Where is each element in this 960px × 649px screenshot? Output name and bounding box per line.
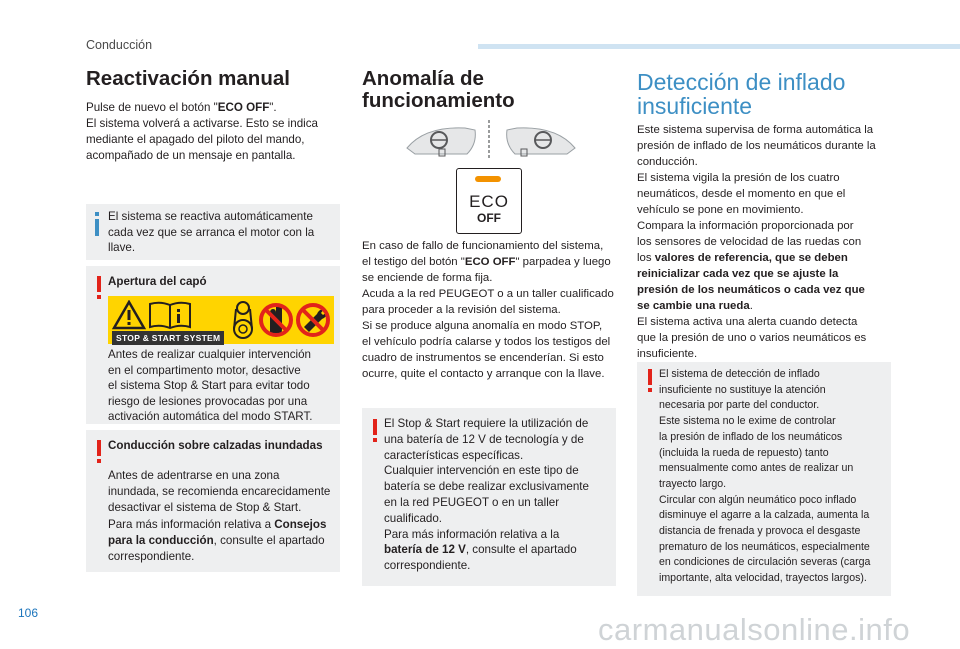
warning-icon bbox=[93, 440, 105, 464]
section-label: Conducción bbox=[86, 38, 153, 52]
malfunction-title: Anomalía de funcionamiento bbox=[362, 67, 515, 112]
underinflation-warning-box: El sistema de detección de inflado insuficiente no sustituye la atención necesaria por parte del conductor. Este sistema no le exime de controlar la presión de inflado de los neumáticos (incluida la rueda de repuesto) tanto mensualmente como antes de realizar un trayecto largo. Circular con algún neumático poco inflado disminuye el agarre a la calzada, aumenta la distancia de frenada y provoca el desgaste prematuro de los neumáticos, especialmente en condiciones de circulación severas (carga importante, alta velocidad, trayectos largos). bbox=[637, 362, 891, 596]
flood-warning-title: Conducción sobre calzadas inundadas bbox=[108, 439, 323, 452]
battery-warning-box: El Stop & Start requiere la utilización de una batería de 12 V de tecnología y de características específicas. Cualquier intervención en este tipo de batería se debe realizar exclusivamente en la red PEUGEOT o en un taller cualificado. Para más información relativa a la batería de 12 V, consulte el apartado correspondiente. bbox=[362, 408, 616, 586]
off-label: OFF bbox=[477, 211, 501, 225]
eco-label: ECO bbox=[469, 192, 509, 211]
bonnet-warning-title: Apertura del capó bbox=[108, 275, 207, 288]
warning-icon bbox=[93, 276, 105, 300]
dashboard-illustration bbox=[405, 118, 577, 162]
underinflation-paragraph: Este sistema supervisa de forma automática la presión de inflado de los neumáticos durante la conducción. El sistema vigila la presión de los cuatro neumáticos, desde el momento en que el vehículo se pone en movimiento. Compara la información proporcionada por los sensores de velocidad de las ruedas con los valores de referencia, que se deben reinicializar cada vez que se ajuste la presión de los neumáticos o cada vez que se cambie una rueda. El sistema activa una alerta cuando detecta que la presión de uno o varios neumáticos es insuficiente. bbox=[637, 124, 876, 360]
no-hand-icon bbox=[258, 299, 294, 341]
bonnet-warning-box: Apertura del capó STOP & START SYSTEM Antes de realizar cualquier intervención en el compartimento motor, desactive el sistema Stop & Start para evitar todo riesgo de lesiones provocadas por una activación automática del modo START. bbox=[86, 266, 340, 424]
stop-start-warning-pictograms bbox=[108, 296, 334, 344]
caution-triangle-icon bbox=[112, 300, 146, 330]
stop-start-system-label: STOP & START SYSTEM bbox=[112, 331, 224, 345]
malfunction-paragraph: En caso de fallo de funcionamiento del sistema, el testigo del botón "ECO OFF" parpadea y luego se enciende de forma fija. Acuda a la red PEUGEOT o a un taller cualificado para proceder a la revisión del sistema. Si se produce alguna anomalía en modo STOP, el vehículo podría calarse y todos los testigos del cuadro de instrumentos se encenderían. Si esto ocurre, quite el contacto y arranque con la llave. bbox=[362, 240, 614, 380]
page-number: 106 bbox=[18, 606, 39, 620]
drive-belt-icon bbox=[230, 299, 256, 341]
flood-warning-box: Conducción sobre calzadas inundadas Antes de adentrarse en una zona inundada, se recomienda encarecidamente desactivar el sistema de Stop & Start. Para más información relativa a Consejos para la conducción, consulte el apartado correspondiente. bbox=[86, 430, 340, 572]
watermark: carmanualsonline.info bbox=[598, 612, 911, 647]
eco-off-indicator-lamp bbox=[475, 176, 501, 182]
eco-off-button-illustration bbox=[456, 168, 522, 234]
header-bar bbox=[478, 44, 960, 49]
manual-book-icon bbox=[148, 300, 192, 330]
info-icon bbox=[88, 210, 106, 238]
underinflation-title: Detección de inflado insuficiente bbox=[637, 69, 846, 119]
reactivation-paragraph: Pulse de nuevo el botón "ECO OFF". El sistema volverá a activarse. Esto se indica mediante el apagado del piloto del mando, acompañado de un mensaje en pantalla. bbox=[86, 101, 318, 162]
no-tool-icon bbox=[295, 299, 331, 341]
warning-icon bbox=[369, 419, 381, 443]
reactivation-title: Reactivación manual bbox=[86, 67, 290, 90]
info-box: El sistema se reactiva automáticamente cada vez que se arranca el motor con la llave. bbox=[86, 204, 340, 260]
warning-icon bbox=[644, 369, 656, 393]
